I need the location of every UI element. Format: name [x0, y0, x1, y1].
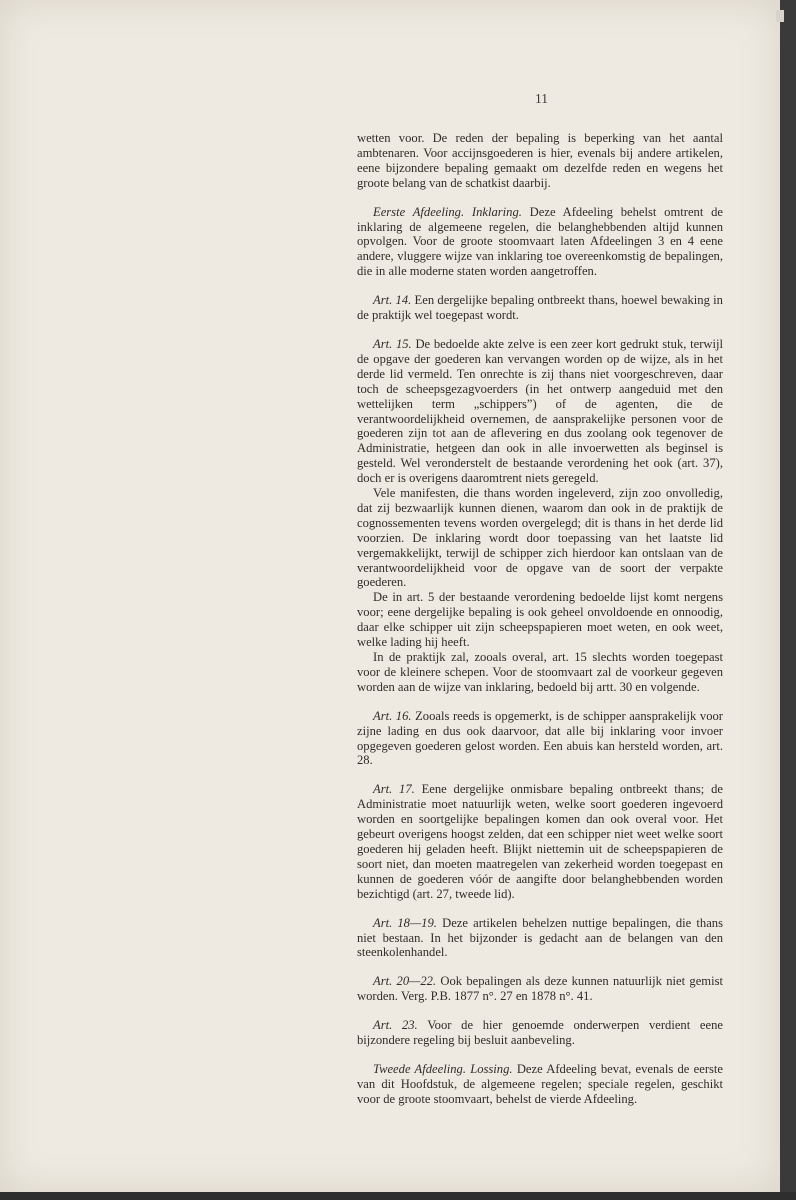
page-number: 11: [535, 91, 548, 106]
paragraph-art-18-19: [357, 916, 723, 961]
paragraph-text: Deze Afdeeling bevat, evenals de eerste van dit Hoofdstuk, de algemeene regelen; speciale regelen, geschikt voor de groote stoomvaart, behelst de vierde Afdeeling.: [357, 1061, 724, 1106]
paragraph-text: Eene dergelijke onmisbare bepaling ontbreekt thans; de Administratie moet natuurlijk weten, welke soort goederen ingevoerd worden en soortgelijke bepalingen komen dan ook overal voor. Het gebeurt overigens hoogst zelden, dat een schipper niet weet welke soort goederen hij geladen heeft. Blijkt niettemin uit de scheepspapieren de soort niet, dan moeten maatregelen van zekerheid worden toegepast en kunnen de goederen vóór de aangifte door belanghebbenden worden bezichtigd (art. 27, tweede lid).: [357, 782, 723, 901]
paragraph-text: Deze Afdeeling behelst omtrent de inklaring de algemeene regelen, die belanghebbenden altijd kunnen opvolgen. Voor de groote stoomvaart laten Afdeelingen 3 en 4 eene andere, vluggere wijze van inklaring toe overeenkomstig de bepalingen, die in alle moderne staten worden aangetroffen.: [357, 204, 723, 279]
article-lead: Art. 23.: [373, 1018, 418, 1033]
paragraph-art-15: [357, 337, 723, 486]
section-lead: Eerste Afdeeling. Inklaring.: [373, 204, 522, 219]
article-lead: Art. 16.: [373, 708, 412, 723]
body-text: [357, 131, 723, 1107]
paragraph-tweede-afdeeling: [357, 1062, 723, 1107]
paragraph-lijst: [357, 590, 723, 650]
paragraph-text: Een dergelijke bepaling ontbreekt thans, hoewel bewaking in de praktijk wel toegepast wordt.: [357, 293, 723, 323]
article-lead: Art. 18—19.: [373, 915, 437, 930]
paragraph-manifesten: [357, 486, 723, 590]
scan-border-right: [780, 0, 796, 1200]
paragraph-art-16: [357, 709, 723, 769]
article-lead: Art. 20—22.: [373, 974, 437, 989]
paragraph-eerste-afdeeling: [357, 205, 723, 280]
paragraph-text: wetten voor. De reden der bepaling is beperking van het aantal ambtenaren. Voor accijnsgoederen is hier, evenals bij andere artikelen, eene bijzondere bepaling gemaakt om dezelfde reden en wegens het groote belang van de schatkist daarbij.: [357, 131, 723, 190]
paragraph-intro: [357, 131, 723, 191]
paragraph-text: Deze artikelen behelzen nuttige bepalingen, die thans niet bestaan. In het bijzonder is gedacht aan de belangen van den steenkolenhandel.: [357, 915, 723, 960]
article-lead: Art. 17.: [373, 782, 415, 797]
article-lead: Art. 15.: [373, 336, 412, 351]
paragraph-praktijk: [357, 650, 723, 695]
paragraph-art-23: [357, 1018, 723, 1048]
scan-border-bottom: [0, 1192, 796, 1200]
paragraph-text: In de praktijk zal, zooals overal, art. 15 slechts worden toegepast voor de kleinere schepen. Voor de stoomvaart zal de voorkeur gegeven worden aan de wijze van inklaring, bedoeld bij artt. 30 en volgende.: [357, 650, 723, 694]
paragraph-text: Zooals reeds is opgemerkt, is de schipper aansprakelijk voor zijne lading en dus ook daarvoor, dat alle bij inklaring voor invoer opgegeven goederen gelost worden. Een abuis kan hersteld worden, art. 28.: [357, 708, 723, 768]
paragraph-text: De in art. 5 der bestaande verordening bedoelde lijst komt nergens voor; eene dergelijke bepaling is ook geheel onvoldoende en onnoodig, daar elke schipper uit zijn scheepspapieren moet weten, en ook weet, welke lading hij heeft.: [357, 590, 723, 650]
paragraph-text: Voor de hier genoemde onderwerpen verdient eene bijzondere regeling bij besluit aanbeveling.: [357, 1018, 723, 1048]
paragraph-text: Ook bepalingen als deze kunnen natuurlijk niet gemist worden. Verg. P.B. 1877 n°. 27 en 1878 n°. 41.: [357, 974, 723, 1004]
scan-corner-mark: [776, 10, 784, 22]
paragraph-text: De bedoelde akte zelve is een zeer kort gedrukt stuk, terwijl de opgave der goederen kan vervangen worden op de wijze, als in het derde lid vermeld. Ten onrechte is zij thans niet voorgeschreven, daar toch de scheepsgezagvoerders (in het ontwerp aangeduid met den wettelijken term „schippers”) of de agenten, die de verantwoordelijkheid overnemen, de aansprakelijke personen voor de goederen zijn tot aan de aflevering en dus zoolang ook tegenover de Administratie, hetgeen dan ook in alle invoerwetten als beginsel is gesteld. Wel veronderstelt de bestaande verordening het ook (art. 37), doch er is overigens daaromtrent niets geregeld.: [357, 336, 723, 486]
paragraph-art-14: [357, 293, 723, 323]
article-lead: Art. 14.: [373, 293, 412, 308]
section-lead: Tweede Afdeeling. Lossing.: [373, 1061, 513, 1076]
paragraph-art-20-22: [357, 974, 723, 1004]
paragraph-text: Vele manifesten, die thans worden ingeleverd, zijn zoo onvolledig, dat zij bezwaarlijk kunnen dienen, waarom dan ook in de praktijk de cognossementen tevens worden overgelegd; dit is thans in het derde lid voorzien. De inklaring wordt door toepassing van het laatste lid vergemakkelijkt, terwijl de schipper zich hierdoor kan ontslaan van de verantwoordelijkheid voor de opgave van de soort der verpakte goederen.: [357, 486, 723, 590]
paragraph-art-17: [357, 782, 723, 901]
